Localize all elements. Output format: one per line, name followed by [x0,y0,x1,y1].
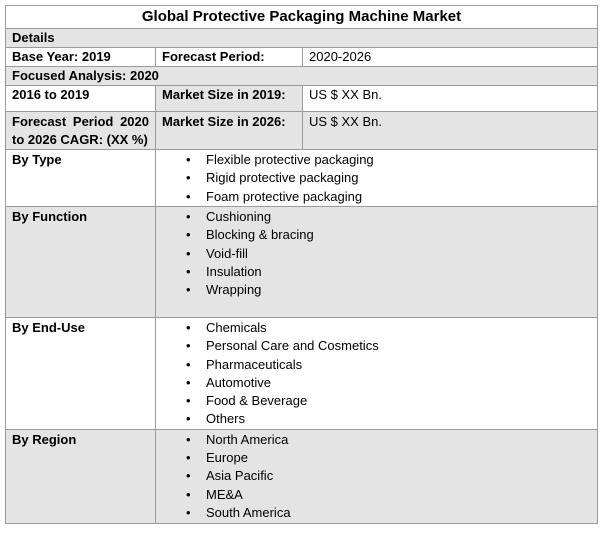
base-year-cell: Base Year: 2019 [6,48,156,67]
segment-items-region [156,429,598,523]
history-period-cell: 2016 to 2019 [6,86,156,112]
list-item: • Chemicals [162,319,591,337]
region-list [162,431,591,522]
market-size-2026-label: Market Size in 2026: [156,112,303,150]
segment-label-region: By Region [6,429,156,523]
market-size-2019-label: Market Size in 2019: [156,86,303,112]
market-table-container [5,5,597,524]
list-item: • Automotive [162,374,591,392]
end-use-list [162,319,591,429]
forecast-period-value: 2020-2026 [303,48,598,67]
forecast-period-label: Forecast Period: [156,48,303,67]
list-item: • Blocking & bracing [162,226,591,244]
list-item: • Void-fill [162,245,591,263]
segment-items-function [156,207,598,318]
list-item: • Insulation [162,263,591,281]
list-item: • North America [162,431,591,449]
segment-items-type [156,150,598,207]
list-item: • Others [162,410,591,428]
list-item: • Asia Pacific [162,467,591,485]
list-item: • Foam protective packaging [162,188,591,206]
list-item: • Cushioning [162,208,591,226]
list-item: • South America [162,504,591,522]
list-item: • Personal Care and Cosmetics [162,337,591,355]
list-item: • Europe [162,449,591,467]
market-summary-table [5,5,598,524]
segment-items-end-use [156,318,598,430]
table-title: Global Protective Packaging Machine Market [6,6,598,29]
list-item: • ME&A [162,486,591,504]
segment-label-function: By Function [6,207,156,318]
list-item: • Pharmaceuticals [162,356,591,374]
segment-label-type: By Type [6,150,156,207]
market-size-2026-value: US $ XX Bn. [303,112,598,150]
list-item: • Rigid protective packaging [162,169,591,187]
focused-analysis-header: Focused Analysis: 2020 [6,67,598,86]
details-header: Details [6,29,598,48]
list-item: • Wrapping [162,281,591,299]
type-list [162,151,591,206]
segment-label-end-use: By End-Use [6,318,156,430]
list-item: • Flexible protective packaging [162,151,591,169]
function-list [162,208,591,299]
list-item: • Food & Beverage [162,392,591,410]
market-size-2019-value: US $ XX Bn. [303,86,598,112]
cagr-cell: Forecast Period 2020 to 2026 CAGR: (XX %) [6,112,156,150]
